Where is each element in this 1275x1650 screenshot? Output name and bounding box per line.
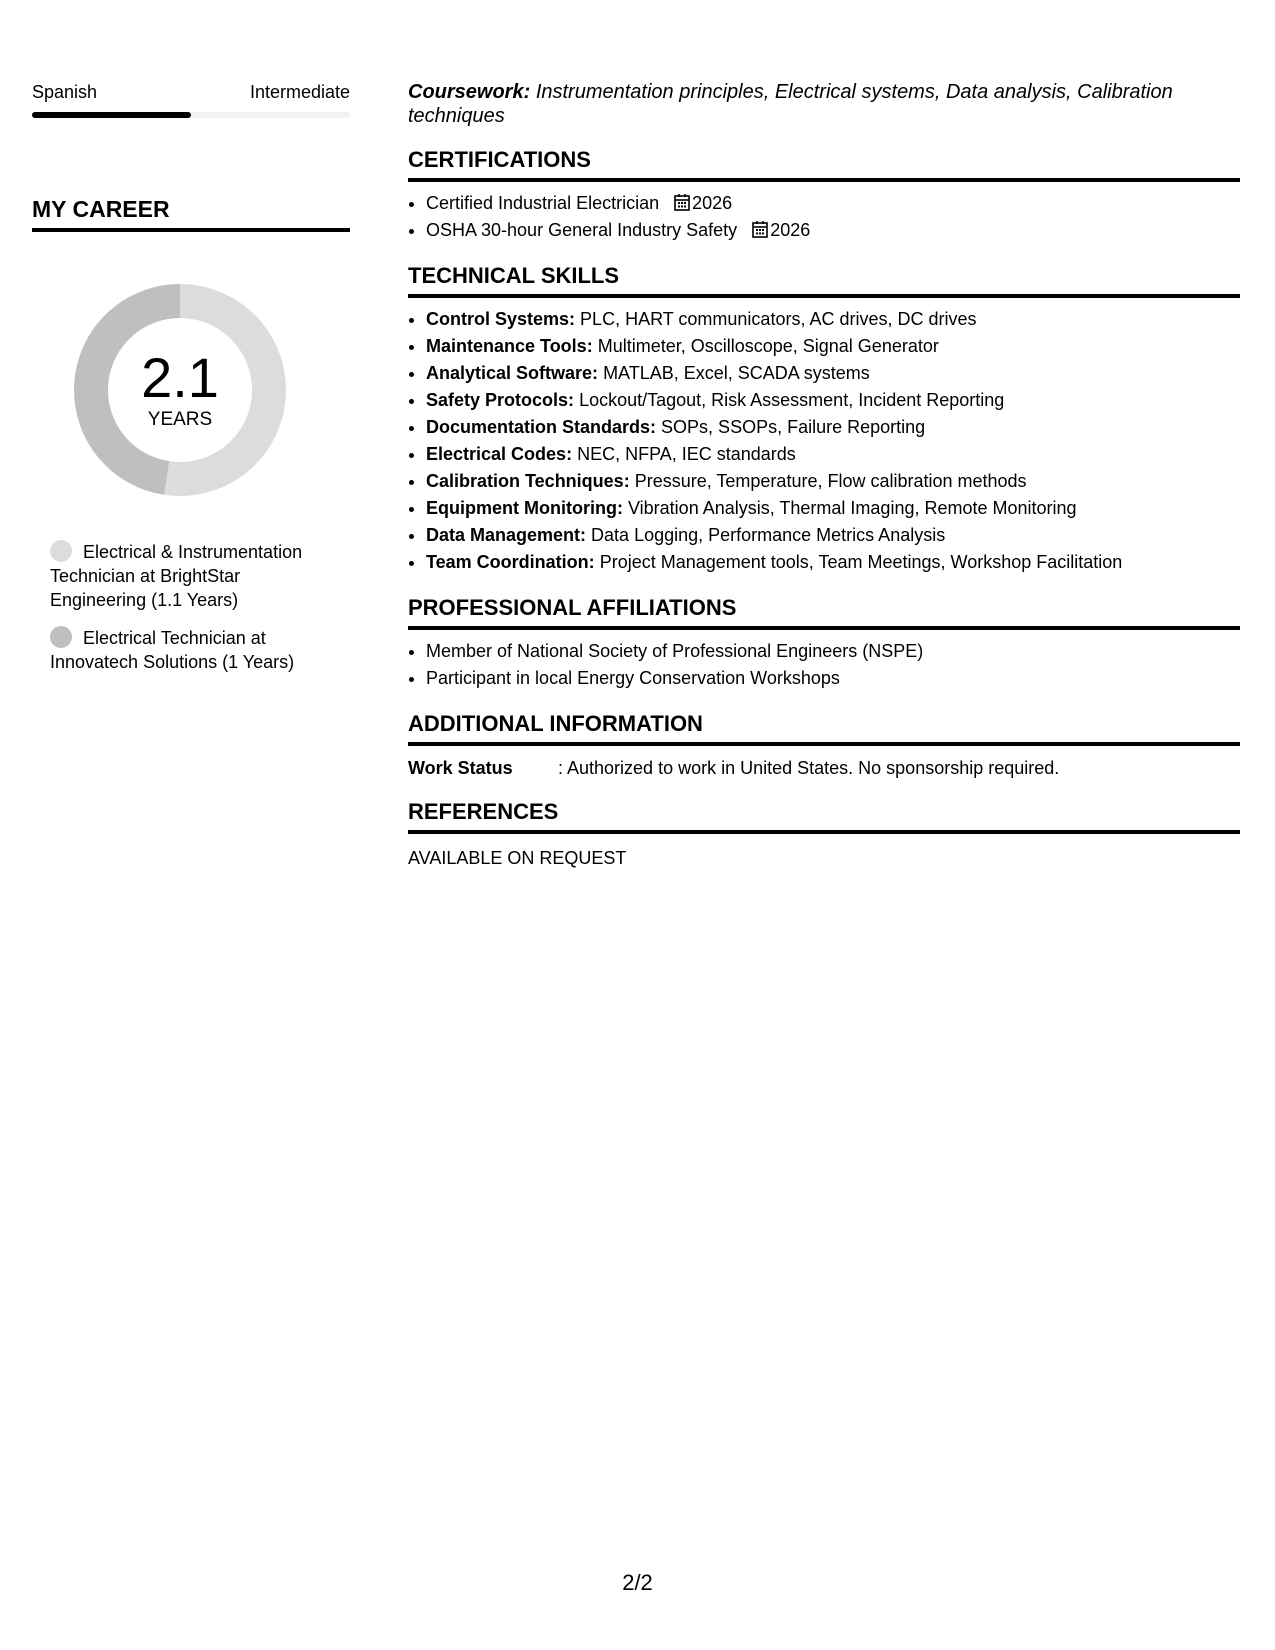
skill-item [426, 495, 1240, 522]
skill-item [426, 414, 1240, 441]
skill-label: Calibration Techniques: [426, 471, 630, 491]
coursework-label: Coursework: [408, 81, 531, 103]
certification-item [426, 190, 1240, 217]
skill-text: Lockout/Tagout, Risk Assessment, Incident Reporting [579, 390, 1005, 410]
calendar-icon [674, 193, 690, 211]
career-job-text: Electrical Technician at Innovatech Solutions (1 Years) [50, 628, 295, 672]
affiliations-title: PROFESSIONAL AFFILIATIONS [408, 594, 1240, 630]
skill-item [426, 441, 1240, 468]
skill-text: NEC, NFPA, IEC standards [577, 444, 796, 464]
skill-text: SOPs, SSOPs, Failure Reporting [661, 417, 926, 437]
certifications-title: CERTIFICATIONS [408, 146, 1240, 182]
language-proficiency-fill [32, 112, 191, 118]
references-text: AVAILABLE ON REQUEST [408, 848, 627, 868]
skill-label: Safety Protocols: [426, 390, 575, 410]
career-title: MY CAREER [32, 194, 350, 232]
skill-label: Equipment Monitoring: [426, 498, 623, 518]
skill-label: Maintenance Tools: [426, 336, 593, 356]
career-legend-item [50, 626, 330, 674]
certifications-list [408, 190, 1240, 244]
affiliations-list [408, 638, 1240, 692]
total-years-unit: YEARS [147, 409, 213, 430]
career-legend-item [50, 540, 330, 612]
certification-name: Certified Industrial Electrician [426, 193, 660, 213]
donut-center [66, 276, 294, 504]
language-level: Intermediate [249, 82, 350, 102]
skill-label: Analytical Software: [426, 363, 599, 383]
work-status-text: : Authorized to work in United States. No sponsorship required. [558, 758, 1060, 778]
skill-text: Data Logging, Performance Metrics Analysis [591, 525, 946, 545]
technical-skills-title: TECHNICAL SKILLS [408, 262, 1240, 298]
sidebar [32, 80, 350, 688]
skill-label: Data Management: [426, 525, 587, 545]
language-name: Spanish [32, 82, 98, 102]
skill-label: Electrical Codes: [426, 444, 573, 464]
references-title: REFERENCES [408, 798, 1240, 834]
coursework [408, 80, 1240, 128]
career-job-text: Electrical & Instrumentation Technician at BrightStar Engineering (1.1 Years) [50, 542, 303, 610]
career-donut-chart [66, 276, 294, 504]
skill-item [426, 306, 1240, 333]
skill-label: Control Systems: [426, 309, 576, 329]
affiliation-item: • Participant in local Energy Conservation Workshops [426, 665, 1240, 692]
main-content [408, 80, 1240, 870]
legend-dot-icon [50, 626, 72, 648]
skill-text: Project Management tools, Team Meetings, Workshop Facilitation [599, 552, 1123, 572]
technical-skills-list [408, 306, 1240, 576]
skill-label: Documentation Standards: [426, 417, 657, 437]
work-status-row [408, 756, 1240, 780]
coursework-text: Instrumentation principles, Electrical systems, Data analysis, Calibration techniques [408, 81, 1173, 127]
legend-dot-icon [50, 540, 72, 562]
skill-label: Team Coordination: [426, 552, 595, 572]
calendar-icon [752, 220, 768, 238]
language-proficiency-bar [32, 112, 350, 118]
certification-year: 2026 [692, 193, 733, 213]
certification-year: 2026 [770, 220, 811, 240]
skill-item [426, 333, 1240, 360]
career-legend [50, 540, 350, 674]
skill-text: PLC, HART communicators, AC drives, DC drives [580, 309, 977, 329]
skill-item [426, 522, 1240, 549]
total-years-value: 2.1 [141, 346, 219, 409]
work-status-label: Work Status [408, 758, 513, 778]
language-row [32, 80, 350, 104]
skill-item [426, 549, 1240, 576]
skill-text: Vibration Analysis, Thermal Imaging, Remote Monitoring [627, 498, 1077, 518]
additional-info-title: ADDITIONAL INFORMATION [408, 710, 1240, 746]
certification-item [426, 217, 1240, 244]
page-number: 2/2 [622, 1570, 653, 1595]
skill-text: Pressure, Temperature, Flow calibration methods [634, 471, 1027, 491]
skill-item [426, 360, 1240, 387]
certification-name: OSHA 30-hour General Industry Safety [426, 220, 738, 240]
skill-text: Multimeter, Oscilloscope, Signal Generator [597, 336, 939, 356]
skill-item [426, 387, 1240, 414]
affiliation-item: • Member of National Society of Professional Engineers (NSPE) [426, 638, 1240, 665]
skill-item [426, 468, 1240, 495]
skill-text: MATLAB, Excel, SCADA systems [603, 363, 870, 383]
